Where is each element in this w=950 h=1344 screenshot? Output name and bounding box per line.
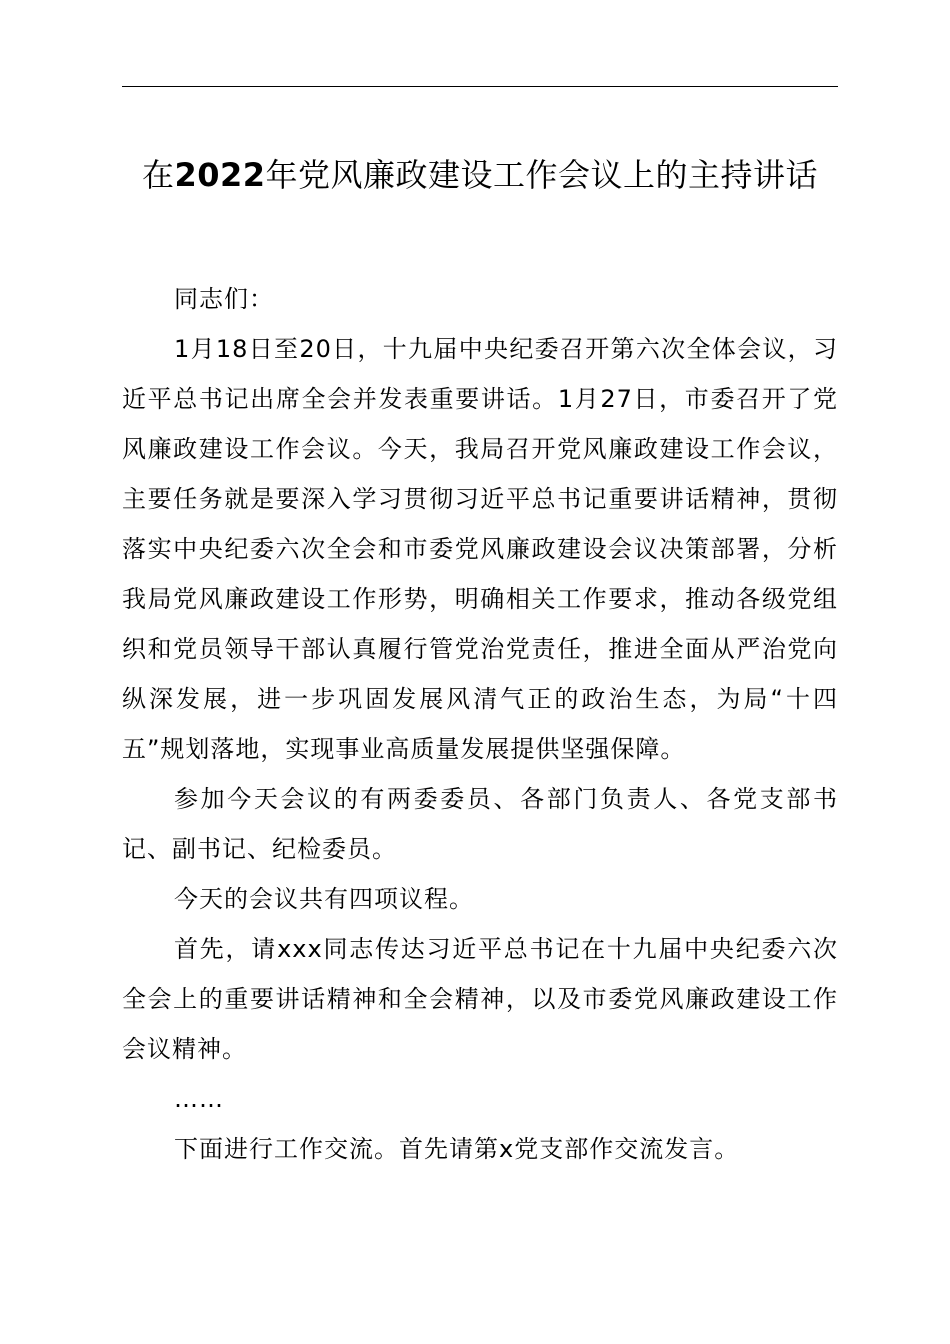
salutation: 同志们： [174, 285, 274, 313]
document-title [122, 150, 838, 200]
paragraph-agenda: 今天的会议共有四项议程。 [174, 885, 474, 913]
paragraph-ellipsis: …… [174, 1085, 224, 1113]
paragraph-intro: 1月18日至20日，十九届中央纪委召开第六次全体会议，习近平总书记出席全会并发表重要讲话。1月27日，市委召开了党风廉政建设工作会议。今天，我局召开党风廉政建设工作会议，主要任务就是要深入学习贯彻习近平总书记重要讲话精神，贯彻落实中央纪委六次全会和市委党风廉政建设会议决策部署，分析我局党风廉政建设工作形势，明确相关工作要求，推动各级党组织和党员领导干部认真履行管党治党责任，推进全面从严治党向纵深发展，进一步巩固发展风清气正的政治生态，为局“十四五”规划落地，实现事业高质量发展提供坚强保障。 [122, 335, 838, 763]
title-year: 2022 [174, 156, 266, 194]
title-prefix: 在 [141, 156, 175, 194]
paragraph-first-item: 首先，请xxx同志传达习近平总书记在十九届中央纪委六次全会上的重要讲话精神和全会精神，以及市委党风廉政建设工作会议精神。 [122, 935, 838, 1063]
header-rule [122, 86, 838, 87]
paragraph-attendees: 参加今天会议的有两委委员、各部门负责人、各党支部书记、副书记、纪检委员。 [122, 785, 838, 863]
paragraph-exchange: 下面进行工作交流。首先请第x党支部作交流发言。 [174, 1135, 740, 1163]
document-body [122, 274, 838, 1174]
title-suffix: 年党风廉政建设工作会议上的主持讲话 [265, 156, 819, 194]
